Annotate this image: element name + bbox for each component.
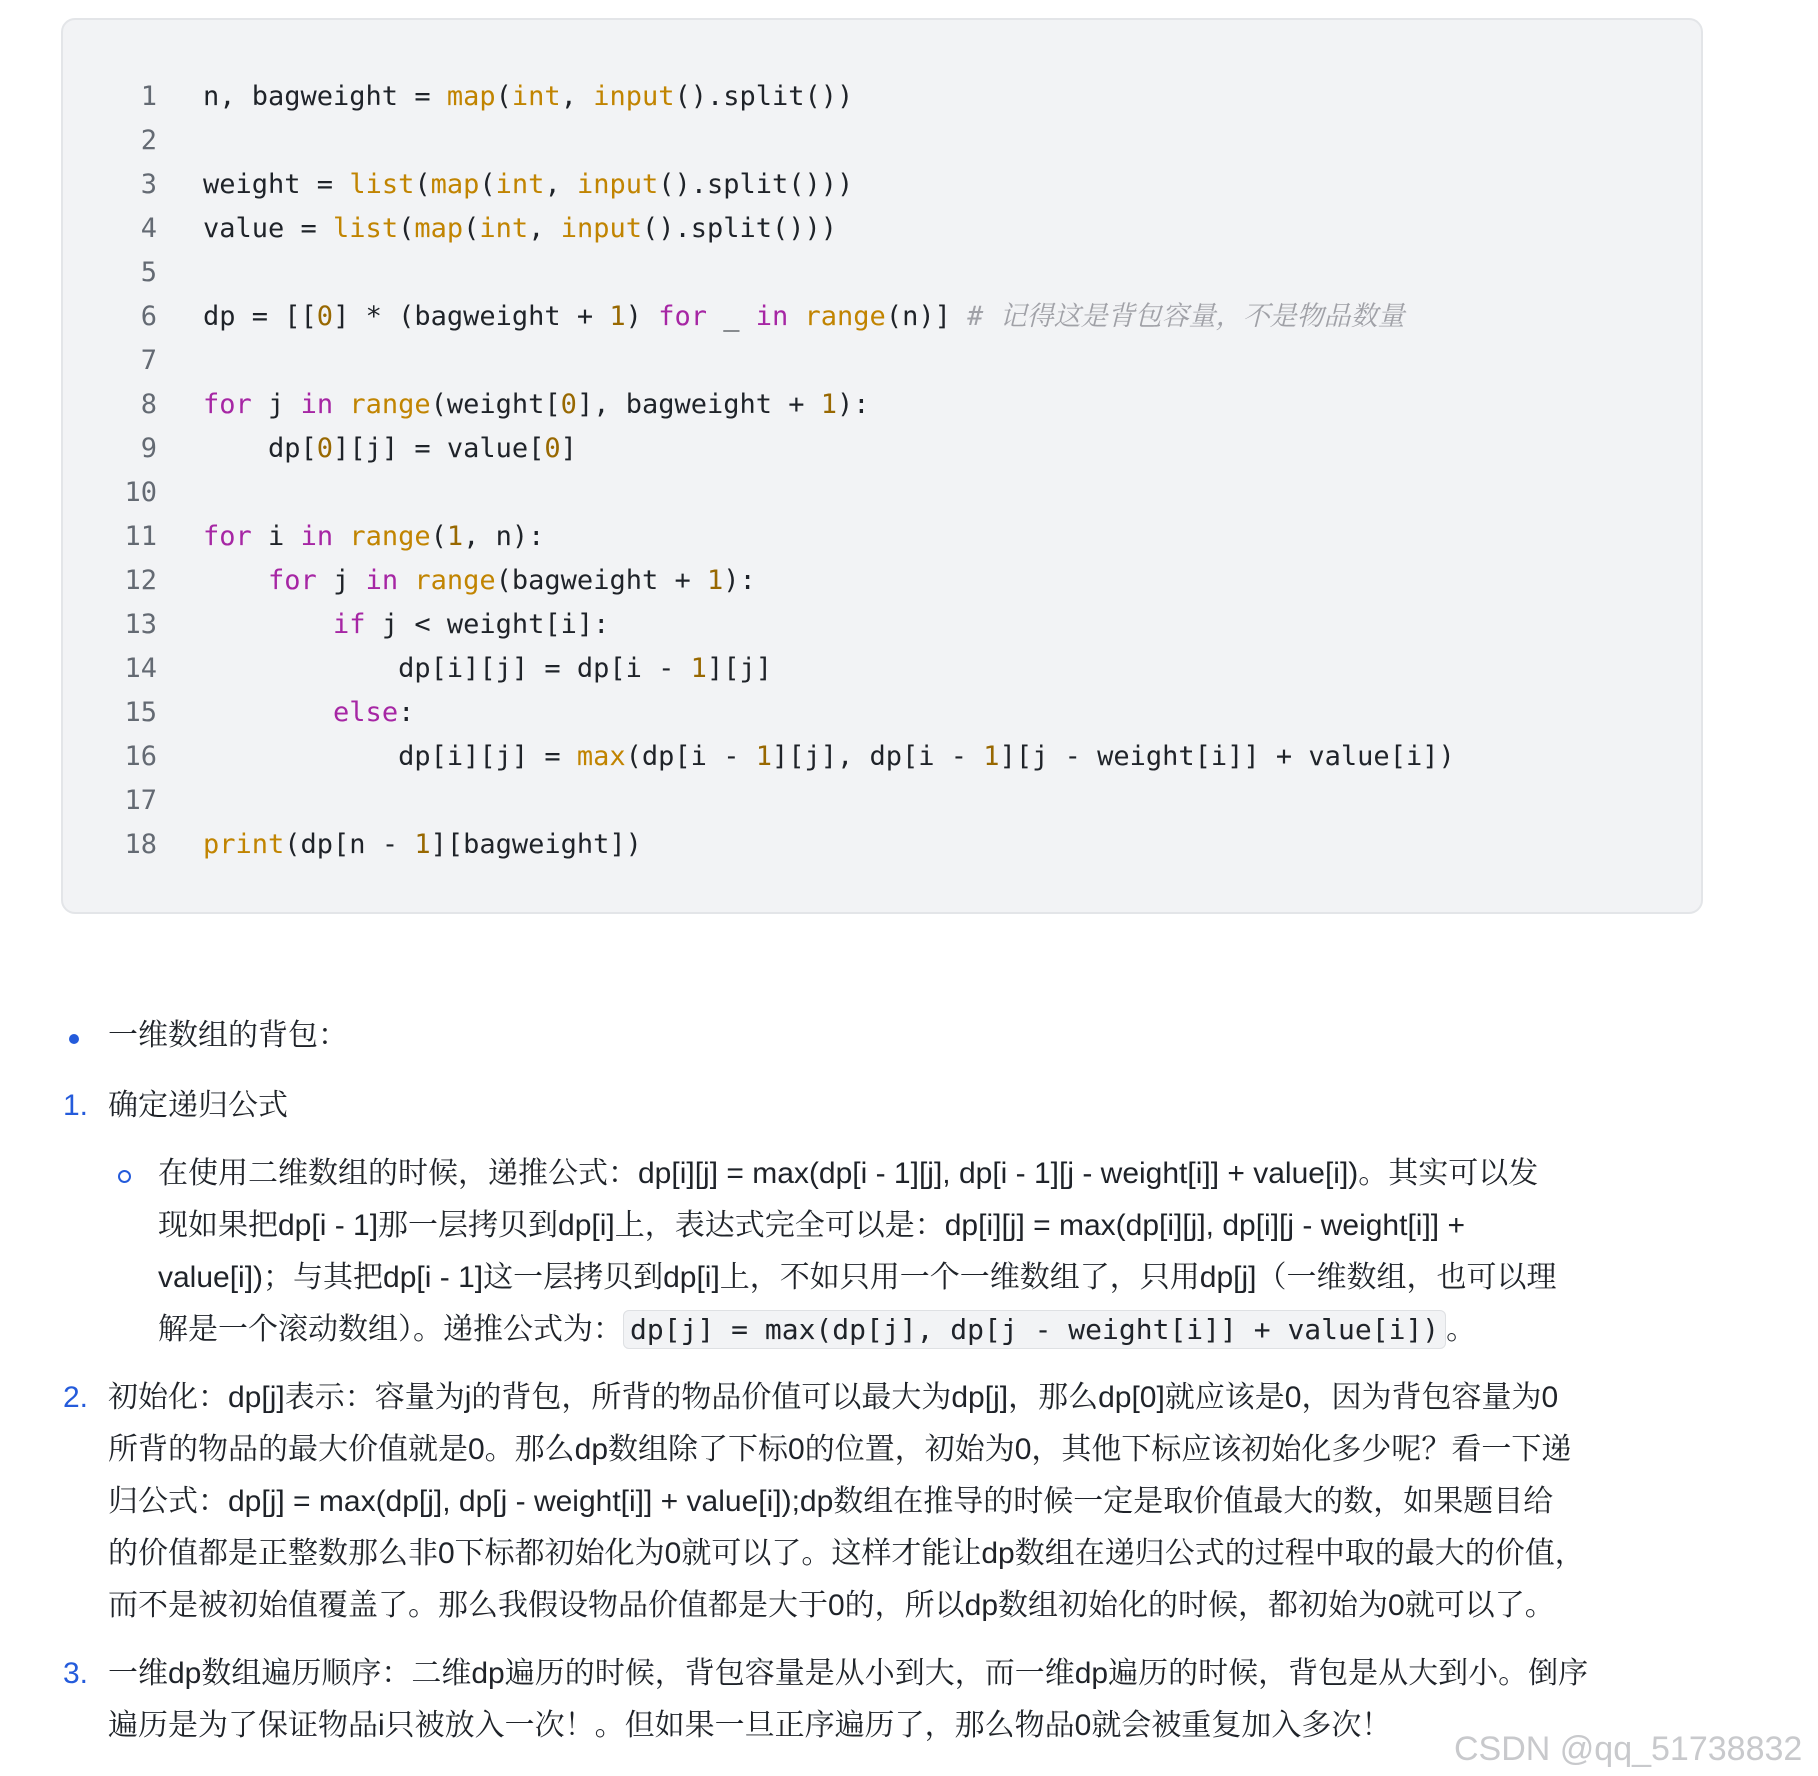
code-token: range: [349, 389, 431, 420]
code-token: (bagweight +: [495, 565, 707, 596]
code-token: j < weight[i]:: [365, 609, 610, 640]
line-number: 6: [140, 301, 157, 332]
list-item-2-line-4: 的价值都是正整数那么非0下标都初始化为0就可以了。这样才能让dp数组在递归公式的过程中取的最大的价值，: [108, 1537, 1585, 1570]
code-token: 1: [983, 741, 1000, 772]
code-token: 0: [544, 433, 561, 464]
code-token: (n)]: [885, 301, 968, 332]
code-token: (dp[i -: [625, 741, 756, 772]
line-number: 8: [140, 389, 157, 420]
code-line: [63, 119, 1701, 163]
code-token: [333, 389, 349, 420]
code-token: for: [203, 389, 252, 420]
code-line: [63, 559, 1701, 603]
code-token: for: [268, 565, 317, 596]
code-token: (dp[n -: [284, 829, 415, 860]
code-token: for: [658, 301, 707, 332]
code-text: [203, 735, 1455, 779]
code-token: n, bagweight =: [203, 81, 447, 112]
code-token: print: [203, 829, 285, 860]
code-token: list: [333, 213, 399, 244]
code-line: [63, 163, 1701, 207]
code-token: range: [349, 521, 431, 552]
list-marker-2: 2.: [63, 1381, 89, 1414]
code-token: ): [625, 301, 659, 332]
code-text: [203, 603, 609, 647]
code-lines: [63, 75, 1701, 867]
code-token: map: [446, 81, 496, 112]
sub-item-1-line-3: value[i])；与其把dp[i - 1]这一层拷贝到dp[i]上，不如只用一个一维数组了，只用dp[j]（一维数组，也可以理: [158, 1261, 1557, 1294]
line-number: 14: [124, 653, 157, 684]
line-number: 12: [124, 565, 157, 596]
code-token: ().split())): [658, 169, 854, 200]
code-token: _: [706, 301, 756, 332]
code-token: i: [251, 521, 301, 552]
line-number: 7: [140, 345, 157, 376]
line-number: 3: [140, 169, 157, 200]
code-token: 1: [414, 829, 431, 860]
code-line: [63, 603, 1701, 647]
sub-item-1-line-4: [158, 1304, 1701, 1356]
line-number: 9: [140, 433, 157, 464]
code-line: [63, 471, 1701, 515]
code-block: [61, 18, 1703, 914]
code-text: [203, 823, 642, 867]
list-item-2-line-5: 而不是被初始值覆盖了。那么我假设物品价值都是大于0的，所以dp数组初始化的时候，都初始为0就可以了。: [108, 1589, 1555, 1622]
code-text: [203, 75, 853, 119]
code-line: [63, 691, 1701, 735]
code-token: in: [755, 301, 789, 332]
code-token: range: [804, 301, 886, 332]
code-text: [203, 427, 577, 471]
code-token: ):: [723, 565, 756, 596]
code-token: ().split()): [674, 81, 854, 112]
line-number: 1: [140, 81, 157, 112]
code-token: map: [430, 169, 480, 200]
code-token: 0: [316, 301, 334, 332]
code-token: (: [398, 213, 415, 244]
line-number: 5: [140, 257, 157, 288]
code-line: [63, 647, 1701, 691]
code-token: [203, 565, 268, 596]
code-token: (: [430, 521, 447, 552]
code-token: for: [203, 521, 252, 552]
code-token: max: [576, 741, 626, 772]
code-token: weight =: [203, 169, 350, 200]
code-token: if: [333, 609, 366, 640]
bullet-dot-icon: [69, 1034, 79, 1044]
code-text: [203, 163, 853, 207]
code-token: ().split())): [641, 213, 838, 244]
code-token: (: [463, 213, 480, 244]
code-text: [203, 207, 837, 251]
code-token: value =: [203, 213, 334, 244]
code-token: 1: [706, 565, 724, 596]
code-token: dp[i][j] =: [203, 741, 577, 772]
code-token: ,: [528, 213, 561, 244]
code-token: ,: [560, 81, 594, 112]
code-token: ,: [544, 169, 577, 200]
line-number: 13: [124, 609, 157, 640]
code-token: int: [511, 81, 561, 112]
code-token: ] * (bagweight +: [333, 301, 610, 332]
code-token: , n):: [463, 521, 545, 552]
code-token: input: [560, 213, 642, 244]
sub-item-1-suffix: 。: [1446, 1313, 1477, 1346]
inline-code: dp[j] = max(dp[j], dp[j - weight[i]] + value[i]): [623, 1310, 1446, 1349]
line-number: 2: [140, 125, 157, 156]
bullet-heading: [61, 1010, 1701, 1062]
code-text: [203, 515, 544, 559]
code-token: int: [479, 213, 529, 244]
code-token: ):: [837, 389, 870, 420]
code-token: (: [414, 169, 431, 200]
code-token: (: [495, 81, 512, 112]
code-token: ][j] = value[: [333, 433, 545, 464]
code-token: 1: [820, 389, 838, 420]
code-token: dp[: [203, 433, 317, 464]
code-token: dp = [[: [203, 301, 317, 332]
code-token: dp[i][j] = dp[i -: [203, 653, 691, 684]
code-token: [333, 521, 349, 552]
code-line: [63, 383, 1701, 427]
list-item-2-line-3: 归公式：dp[j] = max(dp[j], dp[j - weight[i]] + value[i]);dp数组在推导的时候一定是取价值最大的数，如果题目给: [108, 1485, 1554, 1518]
code-line: [63, 207, 1701, 251]
code-token: j: [316, 565, 366, 596]
code-token: ][j], dp[i -: [771, 741, 984, 772]
code-token: 0: [560, 389, 577, 420]
code-token: int: [495, 169, 545, 200]
code-line: [63, 251, 1701, 295]
code-token: 1: [755, 741, 772, 772]
code-token: in: [300, 389, 334, 420]
list-item-1-title: 确定递归公式: [108, 1089, 288, 1122]
line-number: 18: [124, 829, 157, 860]
list-item-1: [61, 1080, 1701, 1132]
line-number: 15: [124, 697, 157, 728]
line-number: 16: [124, 741, 157, 772]
code-line: [63, 779, 1701, 823]
heading-text: 一维数组的背包：: [108, 1019, 348, 1052]
code-token: in: [365, 565, 399, 596]
code-text: [203, 295, 1405, 339]
code-token: else: [333, 697, 399, 728]
line-number: 4: [140, 213, 157, 244]
code-token: ], bagweight +: [576, 389, 821, 420]
list-item-2-line-1: 初始化：dp[j]表示：容量为j的背包，所背的物品价值可以最大为dp[j]，那么dp[0]就应该是0，因为背包容量为0: [108, 1381, 1559, 1414]
sub-item-1-prefix: 解是一个滚动数组）。递推公式为：: [158, 1313, 623, 1346]
code-text: [203, 691, 414, 735]
code-token: in: [300, 521, 334, 552]
code-token: ][j - weight[i]] + value[i]): [999, 741, 1455, 772]
code-token: range: [414, 565, 496, 596]
line-number: 17: [124, 785, 157, 816]
code-token: (: [479, 169, 496, 200]
csdn-watermark: CSDN @qq_51738832: [1454, 1730, 1803, 1768]
code-line: [63, 823, 1701, 867]
code-token: list: [349, 169, 415, 200]
code-token: [398, 565, 414, 596]
code-token: ]: [560, 433, 577, 464]
code-token: 0: [316, 433, 334, 464]
code-token: ][bagweight]): [430, 829, 642, 860]
code-token: [788, 301, 804, 332]
line-number: 10: [124, 477, 157, 508]
code-token: map: [414, 213, 464, 244]
code-token: # 记得这是背包容量，不是物品数量: [967, 301, 1405, 332]
list-item-3-line-1: 一维dp数组遍历顺序：二维dp遍历的时候，背包容量是从小到大，而一维dp遍历的时候，背包是从大到小。倒序: [108, 1657, 1589, 1690]
list-marker-3: 3.: [63, 1657, 89, 1690]
code-line: [63, 339, 1701, 383]
list-item-2-line-2: 所背的物品的最大价值就是0。那么dp数组除了下标0的位置，初始为0，其他下标应该初始化多少呢？看一下递: [108, 1433, 1572, 1466]
list-marker-1: 1.: [63, 1089, 89, 1122]
line-number: 11: [124, 521, 157, 552]
code-token: [203, 609, 333, 640]
code-text: [203, 559, 756, 603]
sub-item-1-line-2: 现如果把dp[i - 1]那一层拷贝到dp[i]上，表达式完全可以是：dp[i][j] = max(dp[i][j], dp[i][j - weight[i]] +: [158, 1209, 1465, 1242]
code-token: (weight[: [430, 389, 561, 420]
code-text: [203, 383, 870, 427]
code-token: :: [398, 697, 415, 728]
code-line: [63, 295, 1701, 339]
code-line: [63, 515, 1701, 559]
code-token: [203, 697, 333, 728]
circle-bullet-icon: [118, 1170, 131, 1183]
sub-item-1: [61, 1148, 1701, 1356]
code-token: 1: [690, 653, 707, 684]
code-line: [63, 427, 1701, 471]
code-text: [203, 647, 772, 691]
code-token: input: [576, 169, 659, 200]
code-token: input: [593, 81, 675, 112]
list-item-3-line-2: 遍历是为了保证物品i只被放入一次！。但如果一旦正序遍历了，那么物品0就会被重复加入多次！: [108, 1709, 1392, 1742]
code-line: [63, 735, 1701, 779]
sub-item-1-line-1: 在使用二维数组的时候，递推公式：dp[i][j] = max(dp[i - 1][j], dp[i - 1][j - weight[i]] + value[i])。其实可以发: [158, 1157, 1539, 1190]
code-token: ][j]: [706, 653, 772, 684]
list-item-2: [61, 1372, 1701, 1632]
code-token: 1: [446, 521, 464, 552]
code-line: [63, 75, 1701, 119]
article-body: [61, 1010, 1701, 1752]
code-token: 1: [609, 301, 626, 332]
code-token: j: [251, 389, 301, 420]
